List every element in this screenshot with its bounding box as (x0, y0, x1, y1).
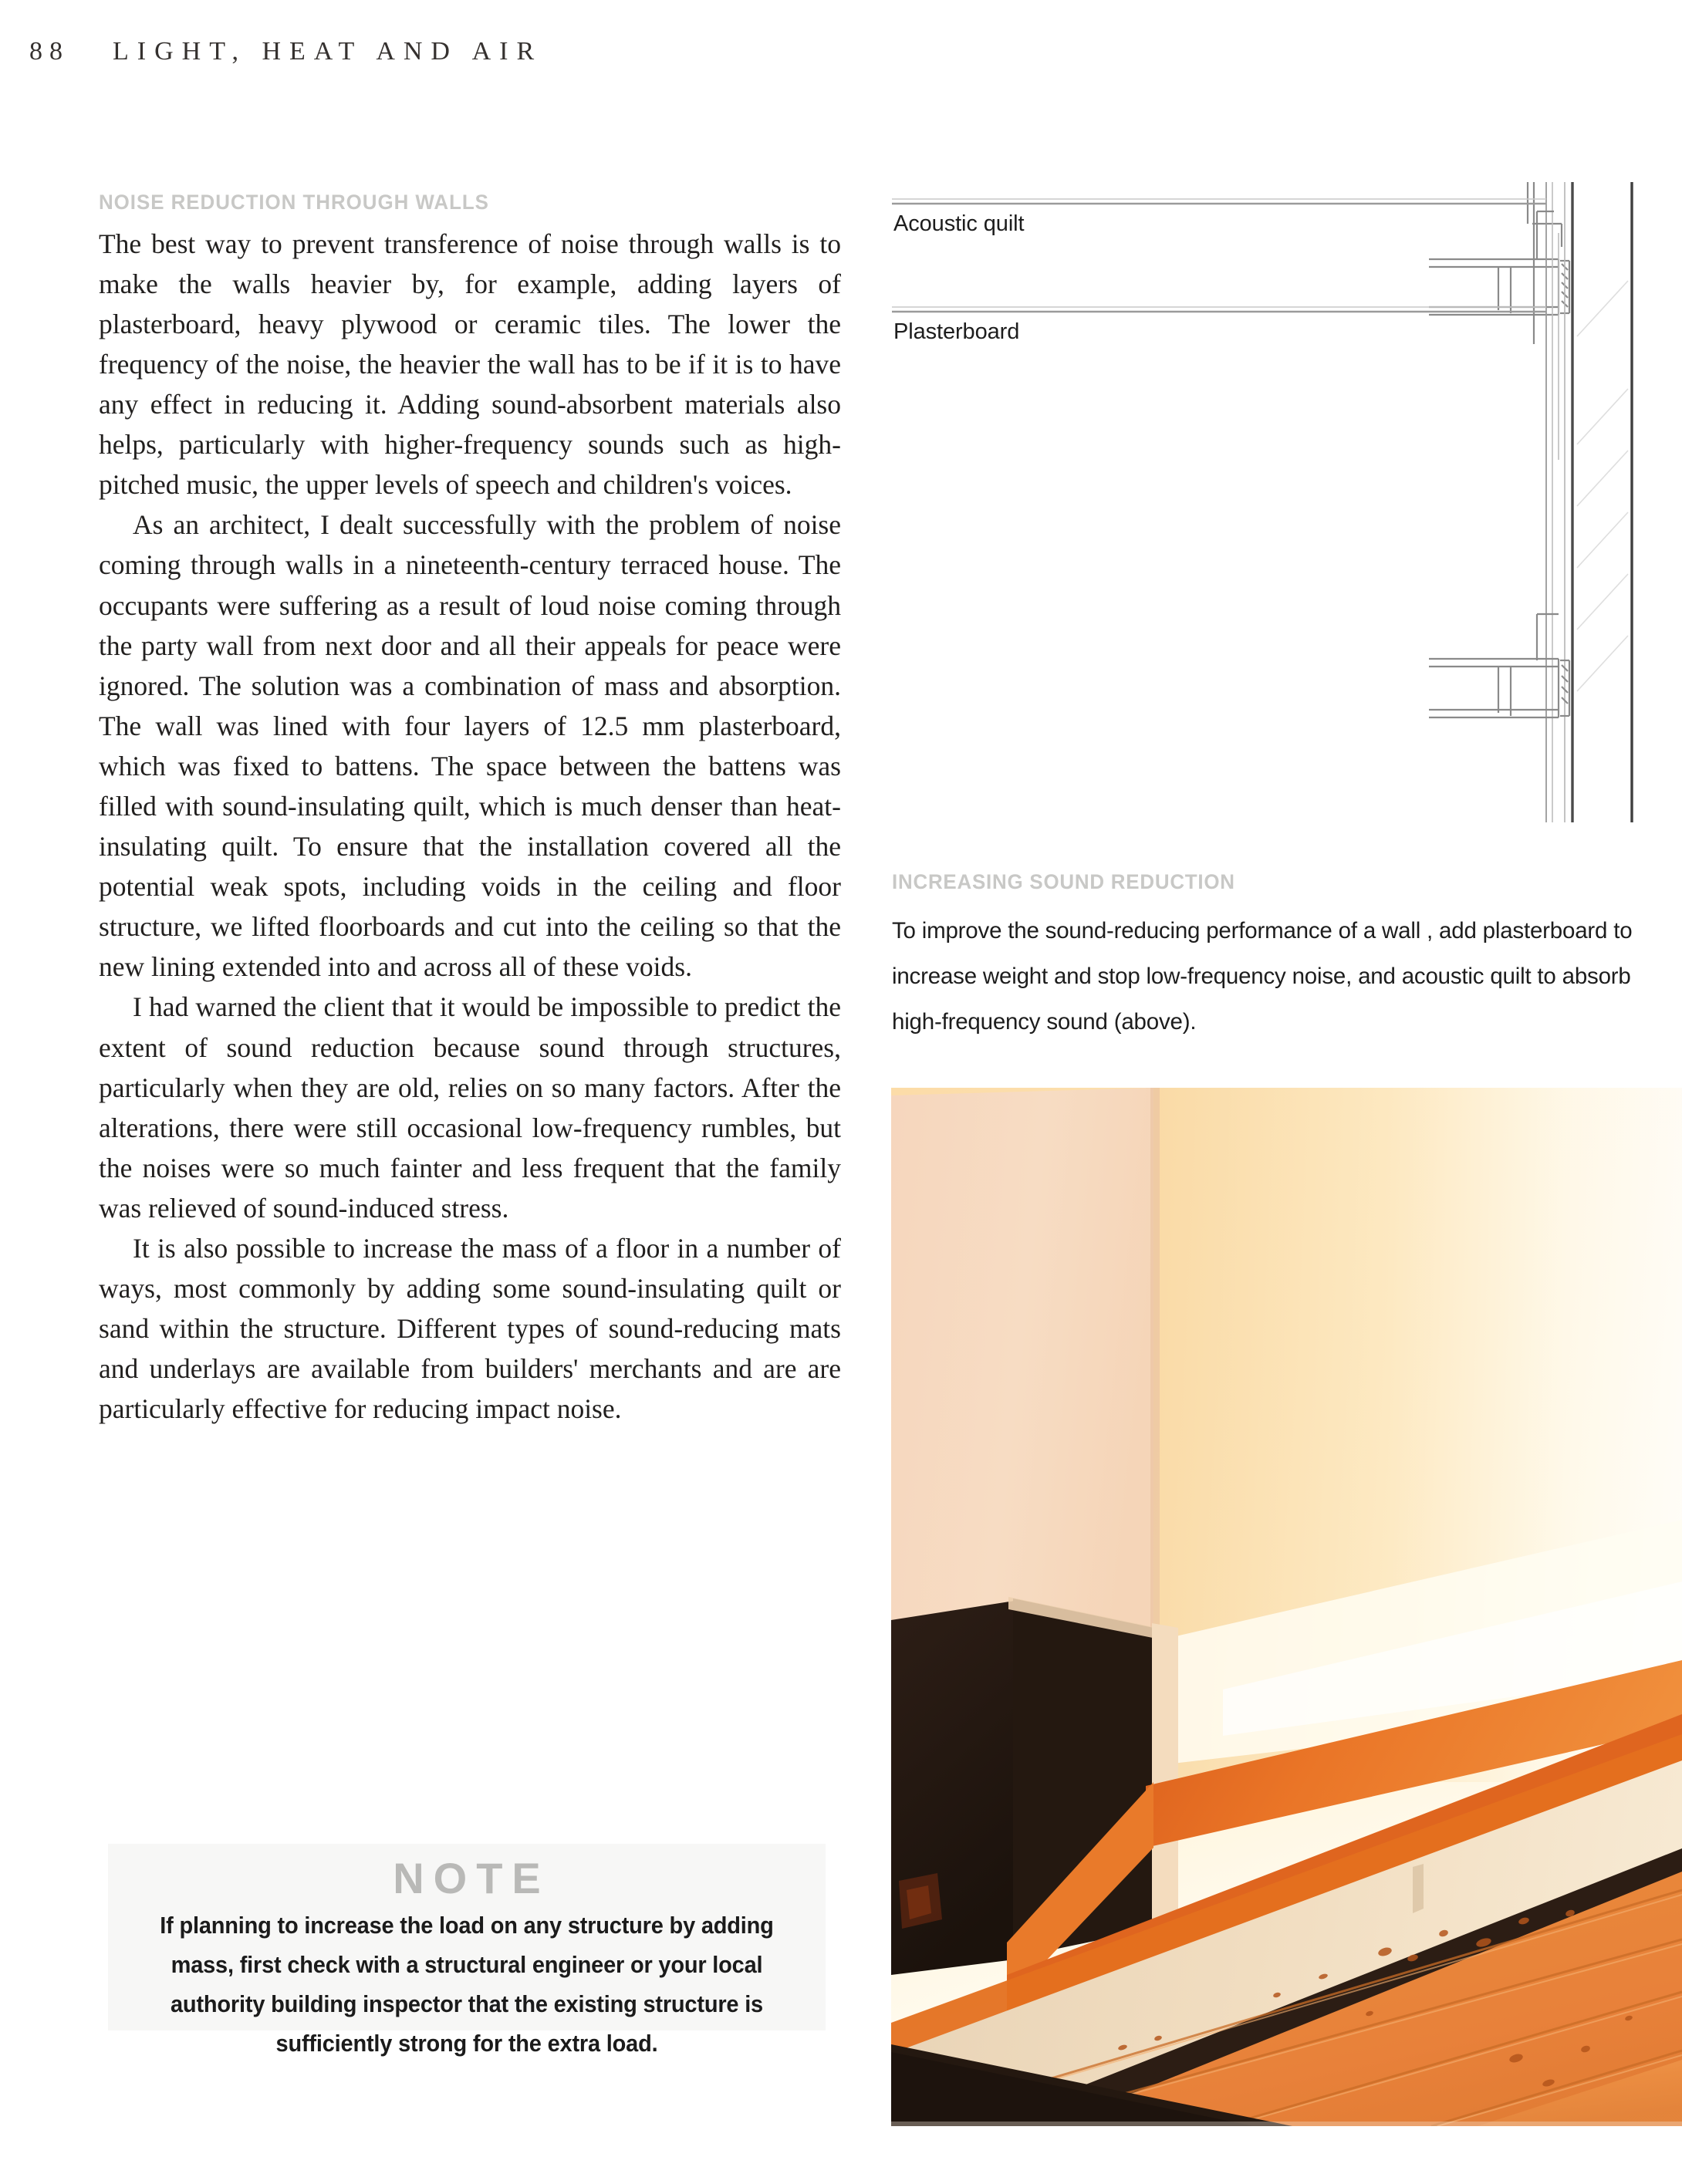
diagram-label-plasterboard: Plasterboard (893, 319, 1020, 344)
running-head (29, 37, 955, 76)
wall-build-up (1546, 182, 1632, 822)
body-paragraph: I had warned the client that it would be impossible to predict the extent of sound reduction because sound through structures, particularly when they are old, relies on so many factors. After the alterations, there were still occasional low-frequency rumbles, but the noises were so much fainter and less frequent that the family was relieved of sound-induced stress. (99, 991, 841, 1224)
body-paragraph: It is also possible to increase the mass of a floor in a number of ways, most commonly by adding some sound-insulating quilt or sand within the structure. Different types of sound-reducing mats and underlays are available from builders' merchants and are are particularly effective for reducing impact noise. (99, 1233, 841, 1425)
figure-caption (892, 870, 1671, 1045)
diagram-svg (889, 182, 1682, 822)
note-box (108, 1844, 826, 2057)
main-text-column (99, 191, 841, 1430)
note-box-title: NOTE (393, 1854, 550, 1902)
photograph-svg (891, 1088, 1682, 2126)
body-paragraph: The best way to prevent transference of noise through walls is to make the walls heavier by, for example, adding layers of plasterboard, heavy plywood or ceramic tiles. The lower the frequency of the noise, the heavier the wall has to be if it is to have any effect in reducing it. Adding sound-absorbent materials also helps, particularly with higher-frequency sounds such as high-pitched music, the upper levels of speech and children's voices. (99, 228, 841, 501)
upper-hanger-bracket (1537, 211, 1554, 259)
upper-joist-detail (1429, 259, 1569, 315)
caption-body: To improve the sound-reducing performance of a wall , add plasterboard to increase weight and stop low-frequency noise, and acoustic quilt to absorb high-frequency sound (above). (892, 918, 1633, 1035)
note-box-text: If planning to increase the load on any structure by adding mass, first check with a structural engineer or your local authority building inspector that the existing structure is sufficiently strong for the extra load. (160, 1912, 774, 2057)
body-paragraph: As an architect, I dealt successfully with the problem of noise coming through walls in a nineteenth-century terraced house. The occupants were suffering as a result of loud noise coming through the party wall from next door and all their appeals for peace were ignored. The solution was a combination of mass and absorption. The wall was lined with four layers of 12.5 mm plasterboard, which was fixed to battens. The space between the battens was filled with sound-insulating quilt, which is much denser than heat-insulating quilt. To ensure that the installation covered all the potential weak spots, including voids in the ceiling and floor structure, we lifted floorboards and cut into the ceiling so that the new lining extended into and across all of these voids. (99, 509, 841, 983)
caption-heading: INCREASING SOUND REDUCTION (892, 870, 1235, 893)
interior-photograph (891, 1088, 1682, 2126)
wall-section-diagram (889, 182, 1682, 822)
page-number: 88 (29, 37, 69, 66)
lower-joist-detail (1429, 614, 1569, 717)
section-heading: NOISE REDUCTION THROUGH WALLS (99, 191, 489, 214)
diagram-label-acoustic-quilt: Acoustic quilt (893, 211, 1025, 236)
running-head-title: LIGHT, HEAT AND AIR (113, 37, 543, 66)
